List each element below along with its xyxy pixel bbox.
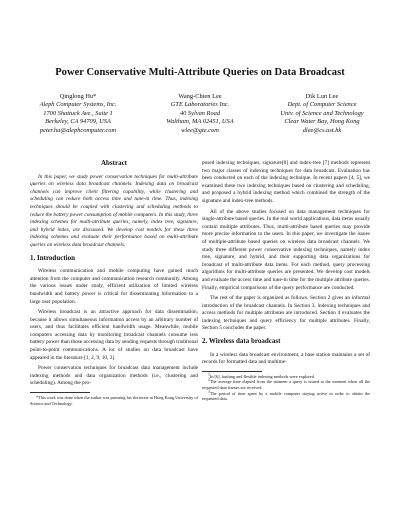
section-heading-wireless-broadcast: 2. Wireless data broadcast (202, 337, 281, 346)
footnote-text: The period of time spent by a mobile computer staying active in order to obtain the requested data. (202, 390, 370, 402)
paragraph: All of the above studies focused on data management techniques for single-attribute based queries. In the real world applications, data items usually contain multiple attributes. Thus, multi-attribute based queries may provide more precise information to the users. In this paper, we investigate the issues of multiple-attribute based queries on wireless data broadcast channels. We study three different power conservative indexing techniques, namely index tree, signature, and hybrid, and their supporting data organizations for broadcast of multi-attribute data items. For each method, query processing algorithms for multi-attribute queries are presented. We develop cost models and evaluate the access time and tune-in time for the multiple attribute queries. Finally, empirical comparisons of the query performance are conducted. (202, 208, 370, 291)
author-block (18, 93, 382, 135)
author-2 (140, 93, 260, 135)
author-email: dlee@cs.ust.hk (302, 126, 342, 134)
author-address: 40 Sylvan Road (179, 109, 221, 117)
paragraph: In a wireless data broadcast environment, a base station maintains a set of records for formatted data and multime- (202, 351, 370, 366)
author-org: GTE Laboratories Inc. (170, 101, 230, 109)
author-1 (18, 93, 138, 135)
paragraph: Wireless communication and mobile computing have gained much attention from the computer and communication research community. Among the various issues under study, efficient utilization of limited wireless bandwidth and battery power is critical for disseminating information to a large user population. (30, 268, 198, 305)
footnote-text: In [6], hashing and flexible indexing methods were explored. (209, 373, 315, 379)
section-heading-introduction: 1. Introduction (30, 253, 75, 262)
author-email: peter.hu@alephcomputer.com (39, 126, 117, 134)
author-address: Clear Water Bay, Hong Kong (284, 118, 360, 126)
author-address: Waltham, MA 02451, USA (166, 118, 234, 126)
paragraph: Wireless broadcast is an attractive approach for data dissemination, because it allows simultaneous information access by an arbitrary number of users, and thus facilitates efficient bandwidth usage. Meanwhile, mobile computers accessing data by monitoring broadcast channels consume less battery power than those accessing data by sending requests through traditional point-to-point communications. A lot of studies on data broadcast have appeared in the literature [1, 2, 9, 10, 3]. (30, 309, 198, 361)
author-name: Wang-Chien Lee (178, 93, 222, 100)
author-address: Univ. of Science and Technology (280, 109, 364, 117)
abstract-text: In this paper, we study power conservation techniques for multi-attribute queries on wireless data broadcast channels. Indexing data on broadcast channels can improve client filtering capability, while clustering and scheduling can reduce both access time and tune-in time. Thus, indexing techniques should be coupled with clustering and scheduling methods to reduce the battery power consumption of mobile computers. In this study, three indexing schemes for multi-attribute queries, namely, index tree, signature, and hybrid index, are discussed. We develop cost models for these three indexing schemes and evaluate their performance based on multi-attribute queries on wireless data broadcast channels. (30, 173, 198, 248)
author-org: Aleph Computer Systems, Inc. (39, 101, 117, 109)
author-org: Dept. of Computer Science (287, 101, 357, 109)
abstract-heading: Abstract (100, 159, 128, 167)
right-column (202, 160, 370, 402)
paragraph: Power conservation techniques for broadcast data management include indexing methods and data organization methods (i.e., clustering and scheduling). Among the pro- (30, 365, 198, 387)
author-address: 1700 Shattuck Ave., Suite 1 (43, 109, 113, 117)
footnote-text: The average time elapsed from the moment a query is issued to the moment when all the requested data frames are received. (202, 379, 370, 391)
footnote: *This work was done when the author was pursuing his doctorate at Hong Kong University of Science and Technology. (30, 395, 198, 406)
author-address: Berkeley, CA 94709, USA (45, 118, 111, 126)
footnote: $^1$In [6], hashing and flexible indexing methods were explored. (208, 372, 315, 379)
author-name: Qinglong Hu* (59, 93, 97, 100)
footnote: $^2$The average time elapsed from the moment a query is issued to the moment when all the requested data frames are received. (202, 378, 370, 391)
paper-title: Power Conservative Multi-Attribute Queries on Data Broadcast (55, 67, 345, 78)
left-column (30, 160, 198, 406)
author-3 (262, 93, 382, 135)
author-email: wlee@gte.com (181, 126, 219, 134)
author-name: Dik Lun Lee (305, 93, 339, 100)
paragraph: The rest of the paper is organized as follows. Section 2 gives an informal introduction of the broadcast channels. In Section 3, indexing techniques and access methods for multiple attributes are introduced. Section 4 evaluates the indexing techniques and query efficiency for multiple attributes. Finally, Section 5 concludes the paper. (202, 295, 370, 332)
footnote-rule (202, 371, 262, 372)
paragraph: posed indexing techniques, signature[8] and index-tree [7] methods represent two major classes of indexing techniques for data broadcast. Evaluation has been conducted on each of the indexing technique. In recent papers [4, 5], we examined these two indexing techniques based on clustering and scheduling, and proposed a hybrid indexing method which combined the strength of the signature and index-tree methods. (202, 160, 370, 204)
footnote: $^3$The period of time spent by a mobile computer staying active in order to obtain the requested data. (202, 389, 370, 402)
footnote-rule (30, 392, 90, 393)
